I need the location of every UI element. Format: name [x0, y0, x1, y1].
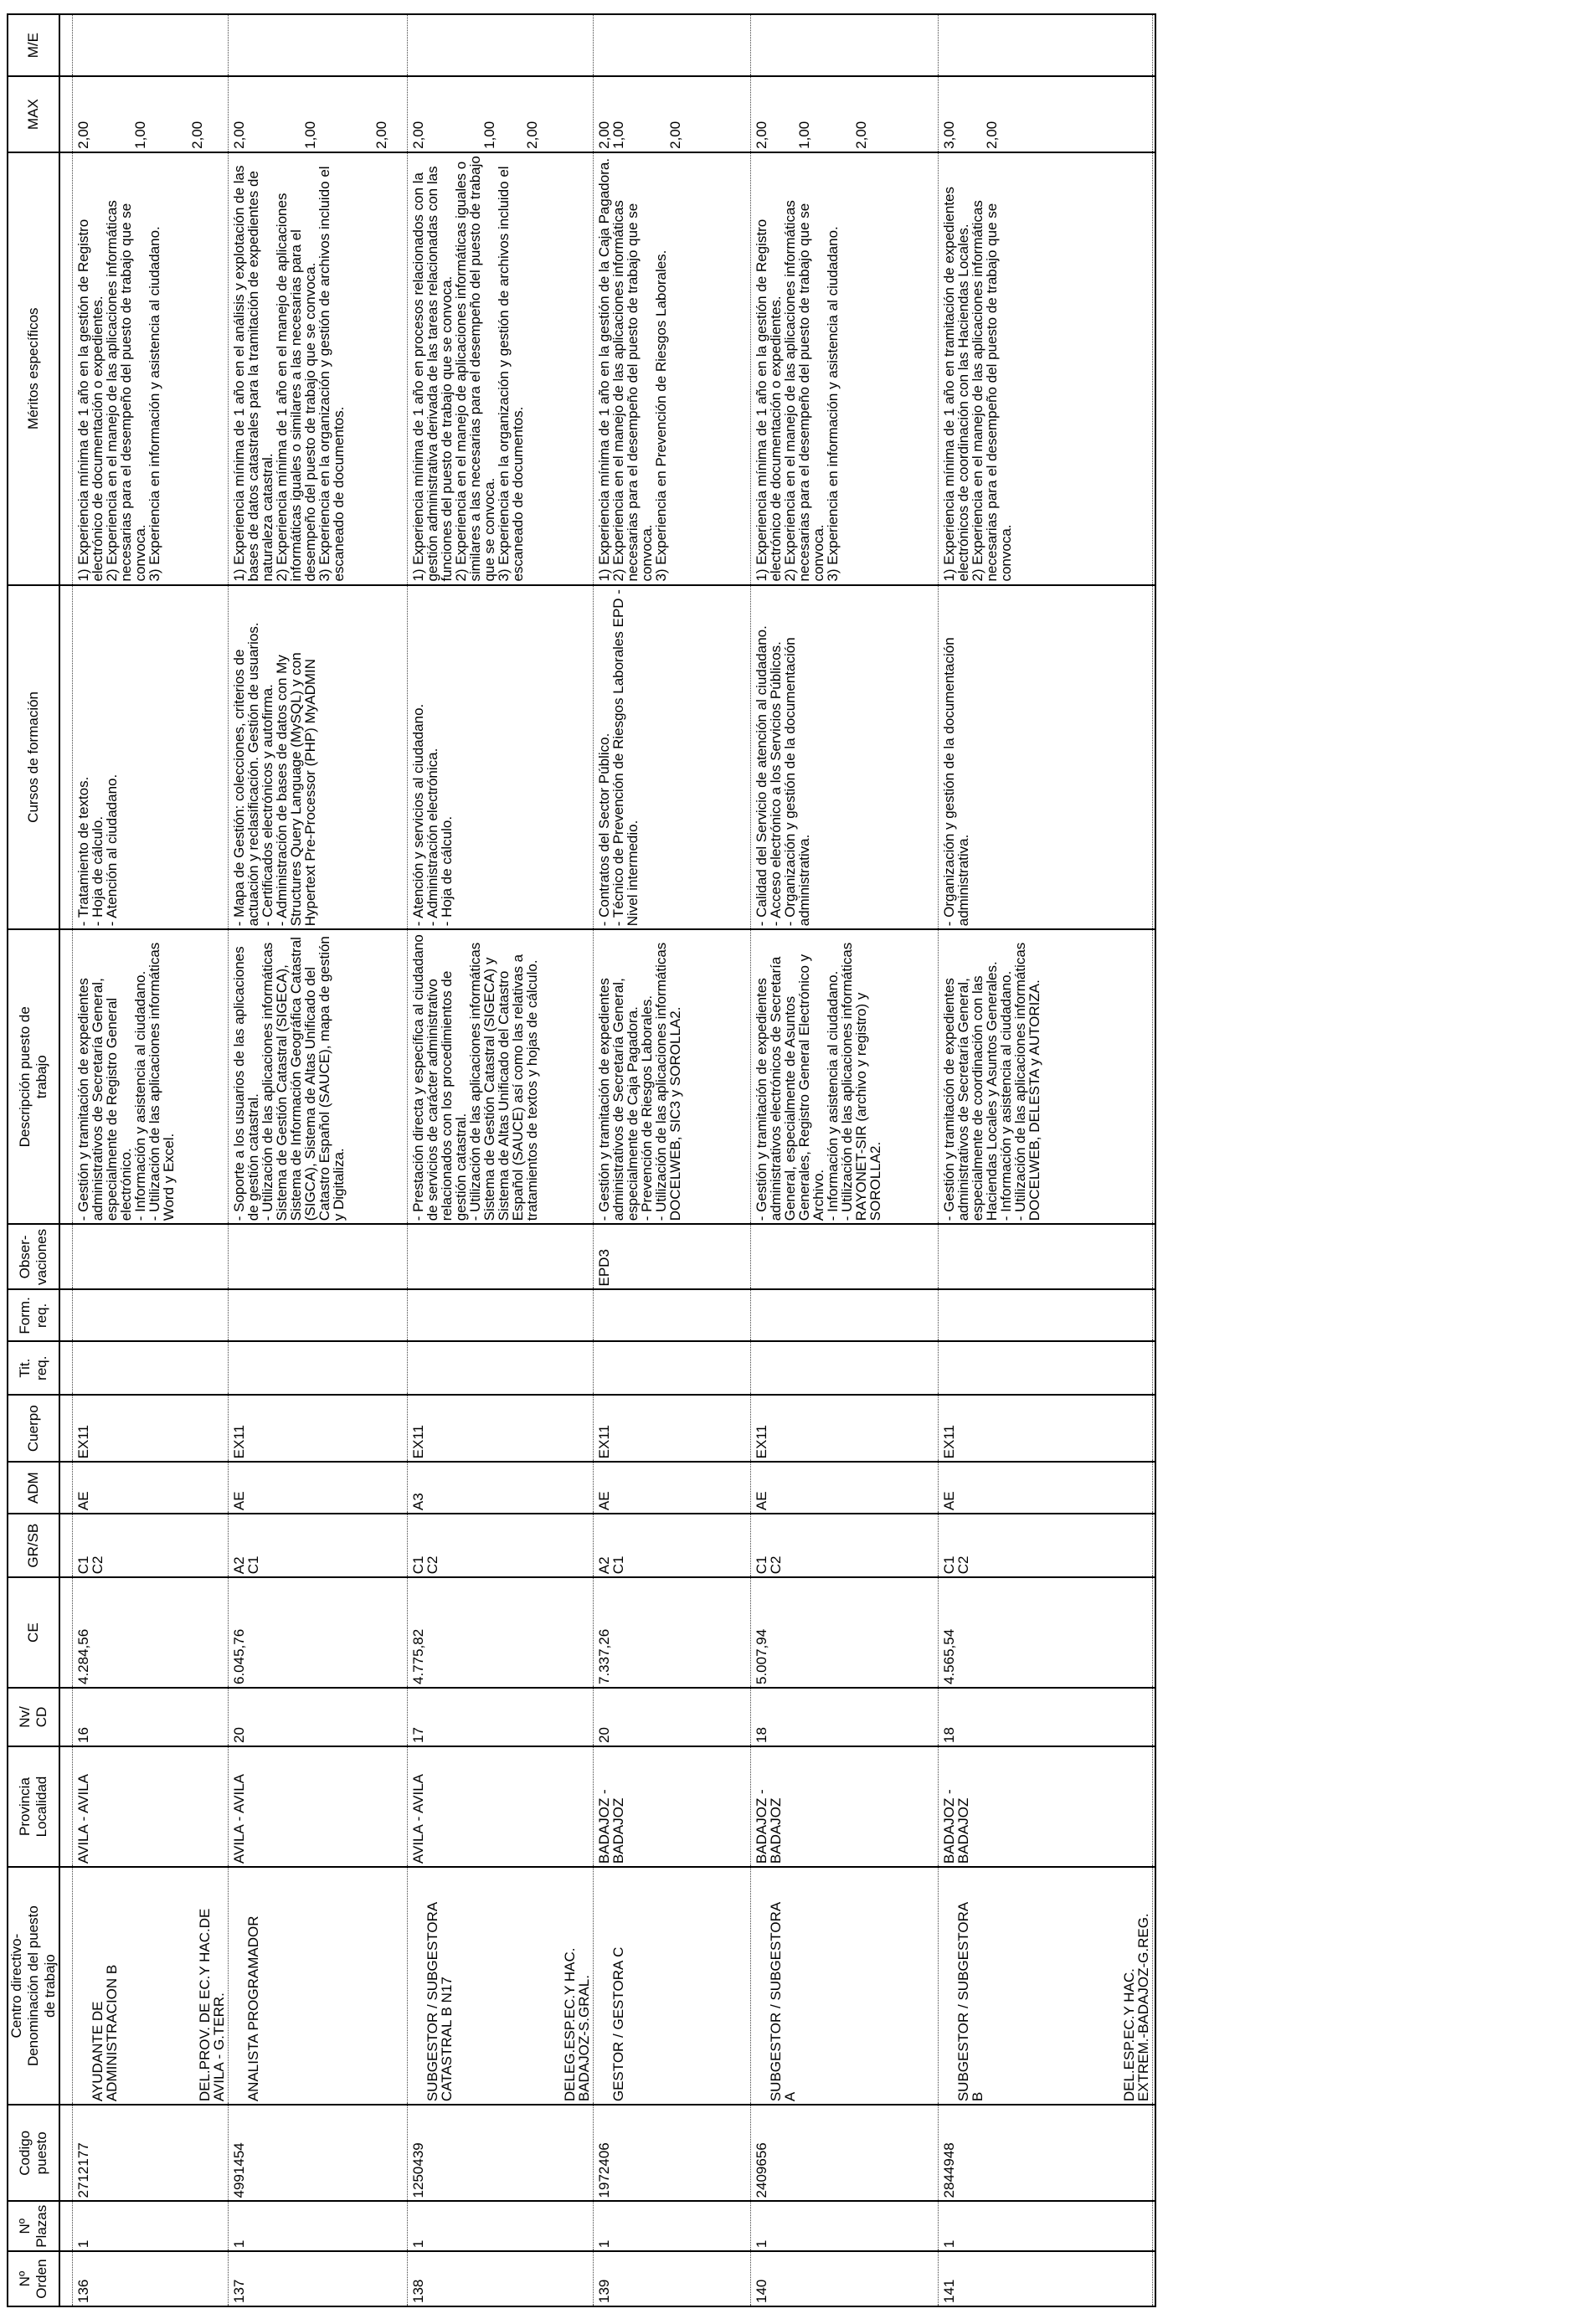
cell-provincia: BADAJOZ - BADAJOZ	[939, 1746, 1153, 1867]
cell-descripcion: - Gestión y tramitación de expedientes administrativos de Secretaría General, especialmente de Caja Pagadora. - Prevención de Riesgos Laborales. - Utilización de las aplicaciones informáticas DOCELWEB, SIC3 y SOROLLA2.	[594, 929, 751, 1224]
cell-cursos: - Mapa de Gestión: colecciones, criterios de actuación y reclasificación. Gestión de usuarios. - Certificados electrónicos y autofirma. - Administración de bases de datos con My Structures Query Language (MySQL) y con Hypertext Pre-Processor (PHP) MyADMIN	[229, 585, 408, 930]
cell-centro	[408, 1867, 594, 2105]
cell-descripcion: - Prestación directa y específica al ciudadano de servicios de carácter administrativo relacionados con los procedimientos de gestión catastral. - Utilización de las aplicaciones informáticas Sistema de Gestión Catastral (SIGECA) y Sistema de Altas Unificado del Catastro Español (SAUCE) así como las relativas a tratamientos de textos y hojas de cálculo.	[408, 929, 594, 1224]
cell-cuerpo: EX11	[229, 1395, 408, 1462]
cell-tit	[594, 1341, 751, 1395]
cell-tit	[229, 1341, 408, 1395]
cell-centro	[73, 1867, 229, 2105]
cell-codigo: 2712177	[73, 2105, 229, 2201]
top-spacer-row	[59, 14, 73, 2306]
cell-observ	[939, 1224, 1153, 1289]
cell-observ	[751, 1224, 939, 1289]
header-max: MAX	[8, 76, 59, 152]
header-nivel: Nv/ CD	[8, 1688, 59, 1746]
cell-centro-title: SUBGESTOR / SUBGESTORA CATASTRAL B N17	[425, 1901, 455, 2102]
cell-codigo: 1250439	[408, 2105, 594, 2201]
cell-codigo: 1972406	[594, 2105, 751, 2201]
cell-plazas: 1	[73, 2201, 229, 2251]
header-grupo: GR/SB	[8, 1514, 59, 1577]
cell-max: 2,00 1,00 2,00	[73, 76, 229, 152]
cell-form	[751, 1290, 939, 1342]
cell-ce: 5.007,94	[751, 1577, 939, 1688]
cell-orden: 138	[408, 2251, 594, 2306]
cell-cursos: - Organización y gestión de la documentación administrativa.	[939, 585, 1153, 930]
cell-descripcion: - Gestión y tramitación de expedientes administrativos electrónicos de Secretaría General, especialmente de Asuntos Generales, Registro General Electrónico y Archivo. - Información y asistencia al ciudadano. - Utilización de las aplicaciones informáticas RAYONET-SIR (archivo y registro) y SOROLLA2.	[751, 929, 939, 1224]
cell-plazas: 1	[408, 2201, 594, 2251]
table-row	[939, 14, 1153, 2306]
cell-max: 2,00 1,00 2,00	[229, 76, 408, 152]
table-row	[408, 14, 594, 2306]
cell-form	[939, 1290, 1153, 1342]
header-me: M/E	[8, 14, 59, 76]
cell-grupo: C1 C2	[751, 1514, 939, 1577]
header-cursos: Cursos de formación	[8, 585, 59, 930]
cell-centro-title: AYUDANTE DE ADMINISTRACION B	[90, 1964, 120, 2102]
cell-me	[594, 14, 751, 76]
cell-grupo: C1 C2	[408, 1514, 594, 1577]
cell-adm: AE	[594, 1462, 751, 1514]
cell-tit	[939, 1341, 1153, 1395]
positions-table	[7, 13, 1156, 2307]
cell-grupo: A2 C1	[594, 1514, 751, 1577]
header-tit: Tit. req.	[8, 1341, 59, 1395]
cell-provincia: BADAJOZ - BADAJOZ	[751, 1746, 939, 1867]
cell-observ	[408, 1224, 594, 1289]
header-ce: CE	[8, 1577, 59, 1688]
cell-cuerpo: EX11	[408, 1395, 594, 1462]
cell-meritos: 1) Experiencia mínima de 1 año en procesos relacionados con la gestión administrativa derivada de las tareas relacionadas con las funciones del puesto de trabajo que se convoca. 2) Experiencia en el manejo de aplicaciones informáticas iguales o similares a las necesarias para el desempeño del puesto de trabajo que se convoca. 3) Experiencia en la organización y gestión de archivos incluido el escaneado de documentos.	[408, 152, 594, 585]
cell-cuerpo: EX11	[939, 1395, 1153, 1462]
cell-plazas: 1	[751, 2201, 939, 2251]
cell-meritos: 1) Experiencia mínima de 1 año en tramitación de expedientes electrónicos de coordinación con las Haciendas Locales. 2) Experiencia en el manejo de las aplicaciones informáticas necesarias para el desempeño del puesto de trabajo que se convoca.	[939, 152, 1153, 585]
cell-centro-next: DEL.PROV. DE EC.Y HAC.DE AVILA - G.TERR.	[197, 1908, 227, 2102]
cell-me	[73, 14, 229, 76]
cell-centro-title: ANALISTA PROGRAMADOR	[245, 1915, 261, 2102]
cell-descripcion: - Gestión y tramitación de expedientes administrativos de Secretaría General, especialmente de coordinación con las Haciendas Locales y Asuntos Generales. - Información y asistencia al ciudadano. - Utilización de las aplicaciones informáticas DOCELWEB, DELESTA y AUTORIZA.	[939, 929, 1153, 1224]
cell-nivel: 16	[73, 1688, 229, 1746]
header-cuerpo: Cuerpo	[8, 1395, 59, 1462]
cell-orden: 136	[73, 2251, 229, 2306]
cell-ce: 4.775,82	[408, 1577, 594, 1688]
cell-ce: 4.284,56	[73, 1577, 229, 1688]
cell-grupo: C1 C2	[73, 1514, 229, 1577]
cell-orden: 140	[751, 2251, 939, 2306]
cell-adm: AE	[751, 1462, 939, 1514]
cell-plazas: 1	[229, 2201, 408, 2251]
cell-me	[751, 14, 939, 76]
cell-descripcion: - Gestión y tramitación de expedientes administrativos de Secretaría General, especialmente de Registro General electrónico. - Información y asistencia al ciudadano. - Utilización de las aplicaciones informáticas Word y Excel.	[73, 929, 229, 1224]
cell-cuerpo: EX11	[751, 1395, 939, 1462]
cell-observ	[229, 1224, 408, 1289]
cell-tit	[73, 1341, 229, 1395]
cell-centro	[939, 1867, 1153, 2105]
header-row	[8, 14, 59, 2306]
cell-tit	[751, 1341, 939, 1395]
cell-observ	[73, 1224, 229, 1289]
cell-me	[408, 14, 594, 76]
cell-centro	[751, 1867, 939, 2105]
cell-centro-title: SUBGESTOR / SUBGESTORA A	[768, 1901, 798, 2102]
header-provincia: Provincia Localidad	[8, 1746, 59, 1867]
table-row	[751, 14, 939, 2306]
header-form: Form. req.	[8, 1290, 59, 1342]
cell-plazas: 1	[939, 2201, 1153, 2251]
header-plazas: Nº Plazas	[8, 2201, 59, 2251]
cell-descripcion: - Soporte a los usuarios de las aplicaciones de gestión catastral. - Utilización de las aplicaciones informáticas Sistema de Gestión Catastral (SIGECA), Sistema de Información Geográfica Catastral (SIGCA), Sistema de Altas Unificado del Catastro Español (SAUCE), mapa de gestión y Digitaliza.	[229, 929, 408, 1224]
cell-provincia: BADAJOZ - BADAJOZ	[594, 1746, 751, 1867]
cell-centro-next: DEL.ESP.EC.Y HAC. EXTREM.-BADAJOZ-G.REG.	[1121, 1913, 1151, 2102]
table-row	[229, 14, 408, 2306]
cell-adm: AE	[229, 1462, 408, 1514]
cell-max: 3,00 2,00	[939, 76, 1153, 152]
cell-max: 2,00 1,00 2,00	[408, 76, 594, 152]
cell-meritos: 1) Experiencia mínima de 1 año en el análisis y explotación de las bases de datos catastrales para la tramitación de expedientes de naturaleza catastral. 2) Experiencia mínima de 1 año en el manejo de aplicaciones informáticas iguales o similares a las necesarias para el desempeño del puesto de trabajo que se convoca. 3) Experiencia en la organización y gestión de archivos incluido el escaneado de documentos.	[229, 152, 408, 585]
cell-me	[229, 14, 408, 76]
cell-orden: 139	[594, 2251, 751, 2306]
cell-form	[229, 1290, 408, 1342]
cell-max: 2,00 1,00 2,00	[594, 76, 751, 152]
header-meritos: Méritos específicos	[8, 152, 59, 585]
cell-provincia: AVILA - AVILA	[73, 1746, 229, 1867]
cell-cursos: - Contratos del Sector Público. - Técnico de Prevención de Riesgos Laborales EPD -Nivel intermedio.	[594, 585, 751, 930]
cell-form	[408, 1290, 594, 1342]
cell-nivel: 20	[594, 1688, 751, 1746]
cell-centro-next: DELEG.ESP.EC.Y HAC. BADAJOZ-S.GRAL.	[562, 1947, 592, 2102]
cell-observ: EPD3	[594, 1224, 751, 1289]
cell-codigo: 4991454	[229, 2105, 408, 2201]
header-codigo: Codigo puesto	[8, 2105, 59, 2201]
cell-provincia: AVILA - AVILA	[229, 1746, 408, 1867]
cell-cursos: - Tratamiento de textos. - Hoja de cálculo. - Atención al ciudadano.	[73, 585, 229, 930]
cell-centro	[594, 1867, 751, 2105]
cell-ce: 7.337,26	[594, 1577, 751, 1688]
cell-cuerpo: EX11	[73, 1395, 229, 1462]
cell-provincia: AVILA - AVILA	[408, 1746, 594, 1867]
header-observ: Obser- vaciones	[8, 1224, 59, 1289]
cell-codigo: 2844948	[939, 2105, 1153, 2201]
cell-max: 2,00 1,00 2,00	[751, 76, 939, 152]
header-descripcion: Descripción puesto de trabajo	[8, 929, 59, 1224]
cell-cursos: - Calidad del Servicio de atención al ciudadano. - Acceso electrónico a los Servicios Públicos. - Organización y gestión de la documentación administrativa.	[751, 585, 939, 930]
table-bottom-border	[1153, 14, 1156, 2306]
cell-meritos: 1) Experiencia mínima de 1 año en la gestión de Registro electrónico de documentación o expedientes. 2) Experiencia en el manejo de las aplicaciones informáticas necesarias para el desempeño del puesto de trabajo que se convoca. 3) Experiencia en información y asistencia al ciudadano.	[73, 152, 229, 585]
cell-orden: 141	[939, 2251, 1153, 2306]
cell-ce: 4.565,54	[939, 1577, 1153, 1688]
header-adm: ADM	[8, 1462, 59, 1514]
cell-me	[939, 14, 1153, 76]
cell-nivel: 18	[751, 1688, 939, 1746]
table-row	[73, 14, 229, 2306]
cell-cursos: - Atención y servicios al ciudadano. - Administración electrónica. - Hoja de cálculo.	[408, 585, 594, 930]
cell-meritos: 1) Experiencia mínima de 1 año en la gestión de la Caja Pagadora. 2) Experiencia en el manejo de las aplicaciones informáticas necesarias para el desempeño del puesto de trabajo que se convoca. 3) Experiencia en Prevención de Riesgos Laborales.	[594, 152, 751, 585]
cell-ce: 6.045,76	[229, 1577, 408, 1688]
cell-nivel: 18	[939, 1688, 1153, 1746]
table-row	[594, 14, 751, 2306]
cell-adm: A3	[408, 1462, 594, 1514]
cell-centro-title: GESTOR / GESTORA C	[610, 1946, 626, 2102]
cell-centro-title: SUBGESTOR / SUBGESTORA B	[955, 1901, 985, 2102]
cell-meritos: 1) Experiencia mínima de 1 año en la gestión de Registro electrónico de documentación o expedientes. 2) Experiencia en el manejo de las aplicaciones informáticas necesarias para el desempeño del puesto de trabajo que se convoca. 3) Experiencia en información y asistencia al ciudadano.	[751, 152, 939, 585]
cell-grupo: A2 C1	[229, 1514, 408, 1577]
cell-nivel: 17	[408, 1688, 594, 1746]
header-orden: Nº Orden	[8, 2251, 59, 2306]
cell-nivel: 20	[229, 1688, 408, 1746]
header-centro: Centro directivo- Denominación del puesto de trabajo	[8, 1867, 59, 2105]
cell-centro	[229, 1867, 408, 2105]
cell-plazas: 1	[594, 2201, 751, 2251]
cell-adm: AE	[939, 1462, 1153, 1514]
cell-cuerpo: EX11	[594, 1395, 751, 1462]
cell-grupo: C1 C2	[939, 1514, 1153, 1577]
cell-codigo: 2409656	[751, 2105, 939, 2201]
cell-form	[594, 1290, 751, 1342]
cell-tit	[408, 1341, 594, 1395]
cell-form	[73, 1290, 229, 1342]
cell-adm: AE	[73, 1462, 229, 1514]
cell-orden: 137	[229, 2251, 408, 2306]
